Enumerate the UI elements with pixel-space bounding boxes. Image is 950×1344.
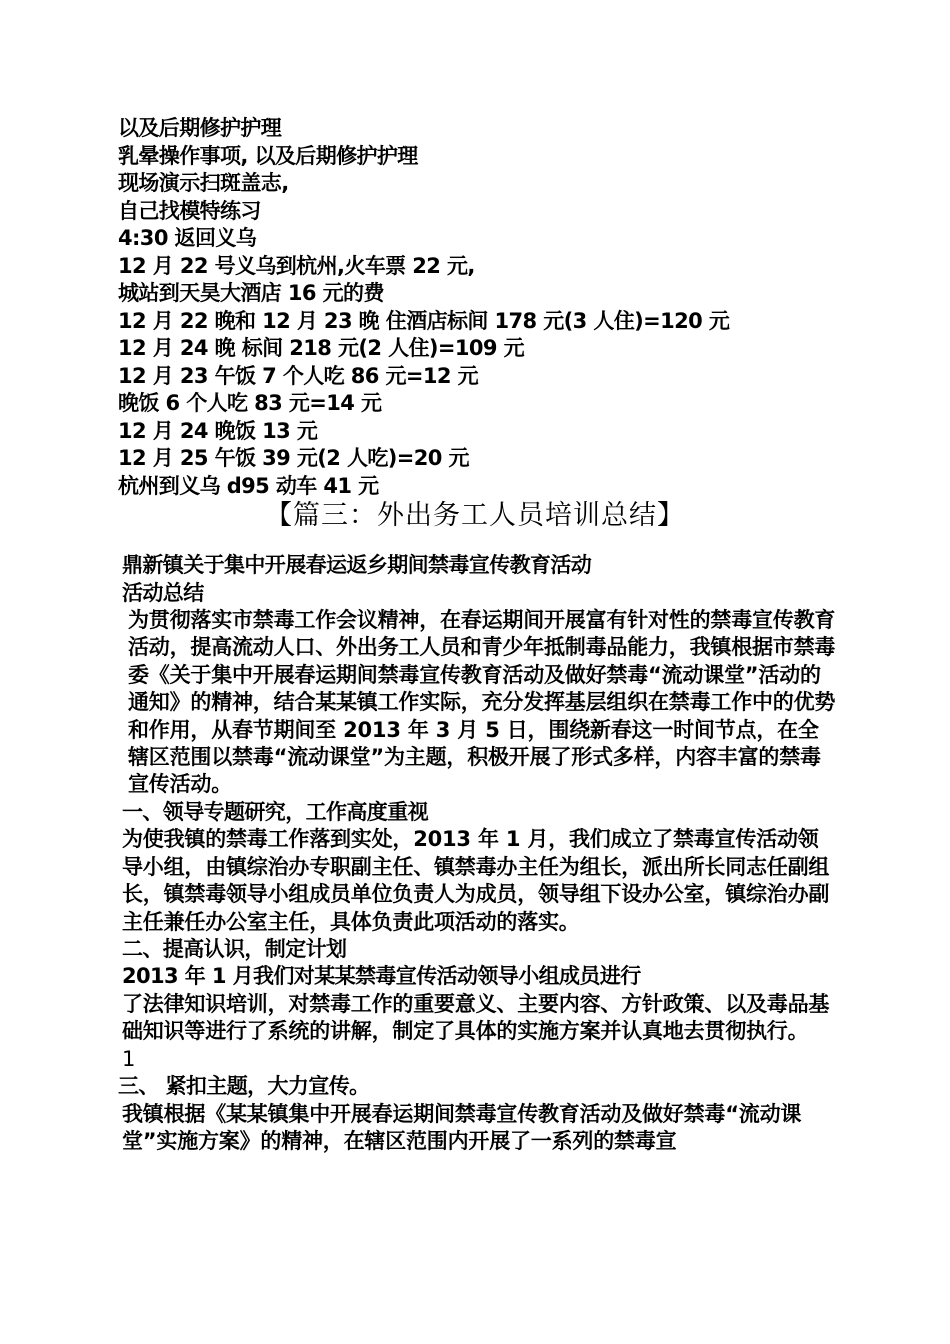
itinerary-line: 乳晕操作事项, 以及后期修护护理 bbox=[118, 143, 418, 168]
itinerary-line: 现场演示扫斑盖志, bbox=[118, 171, 289, 195]
article-title-line2: 活动总结 bbox=[122, 580, 204, 605]
itinerary-line: 晚饭 6 个人吃 83 元=14 元 bbox=[118, 391, 382, 415]
itinerary-line: 4:30 返回义乌 bbox=[118, 226, 257, 250]
itinerary-line: 自己找模特练习 bbox=[118, 198, 261, 223]
page-number: 1 bbox=[122, 1046, 135, 1071]
itinerary-line: 12 月 24 晚 标间 218 元(2 人住)=109 元 bbox=[118, 336, 525, 360]
section2-body: 了法律知识培训，对禁毒工作的重要意义、主要内容、方针政策、以及毒品基础知识等进行了系统的讲解，制定了具体的实施方案并认真地去贯彻执行。 bbox=[122, 991, 830, 1044]
article-intro: 为贯彻落实市禁毒工作会议精神，在春运期间开展富有针对性的禁毒宣传教育活动，提高流动人口、外出务工人员和青少年抵制毒品能力，我镇根据市禁毒委《关于集中开展春运期间禁毒宣传教育活动及做好禁毒“流动课堂”活动的通知》的精神，结合某某镇工作实际，充分发挥基层组织在禁毒工作中的优势和作用，从春节期间至 2013 年 3 月 5 日，围绕新春这一时间节点，在全辖区范围以禁毒“流动课堂”为主题，积极开展了形式多样，内容丰富的禁毒宣传活动。 bbox=[128, 608, 836, 797]
section2-line1: 2013 年 1 月我们对某某禁毒宣传活动领导小组成员进行 bbox=[122, 964, 641, 989]
itinerary-line: 城站到天昊大酒店 16 元的费 bbox=[118, 281, 384, 305]
itinerary-list bbox=[118, 115, 838, 500]
section2-title: 二、提高认识，制定计划 bbox=[122, 936, 347, 961]
itinerary-line: 12 月 22 晚和 12 月 23 晚 住酒店标间 178 元(3 人住)=120 元 bbox=[118, 308, 730, 333]
itinerary-line: 12 月 22 号义乌到杭州,火车票 22 元, bbox=[118, 253, 475, 278]
article-body bbox=[118, 552, 838, 1156]
itinerary-line: 杭州到义乌 d95 动车 41 元 bbox=[118, 473, 379, 498]
itinerary-line: 12 月 23 午饭 7 个人吃 86 元=12 元 bbox=[118, 363, 478, 388]
itinerary-line: 以及后期修护护理 bbox=[118, 116, 282, 140]
section1-title: 一、领导专题研究，工作高度重视 bbox=[122, 799, 428, 824]
section3-title: 三、 紧扣主题，大力宣传。 bbox=[118, 1074, 370, 1099]
section1-body: 为使我镇的禁毒工作落到实处，2013 年 1 月，我们成立了禁毒宣传活动领导小组，由镇综治办专职副主任、镇禁毒办主任为组长，派出所长同志任副组长，镇禁毒领导小组成员单位负责人为成员，领导组下设办公室，镇综治办副主任兼任办公室主任，具体负责此项活动的落实。 bbox=[122, 827, 830, 934]
article-title-line1: 鼎新镇关于集中开展春运返乡期间禁毒宣传教育活动 bbox=[122, 553, 592, 577]
itinerary-line: 12 月 25 午饭 39 元(2 人吃)=20 元 bbox=[118, 446, 469, 470]
section3-body: 我镇根据《某某镇集中开展春运期间禁毒宣传教育活动及做好禁毒“流动课堂”实施方案》的精神，在辖区范围内开展了一系列的禁毒宣 bbox=[122, 1101, 802, 1154]
section-heading: 【篇三：外出务工人员培训总结】 bbox=[265, 500, 685, 531]
itinerary-line: 12 月 24 晚饭 13 元 bbox=[118, 418, 318, 443]
